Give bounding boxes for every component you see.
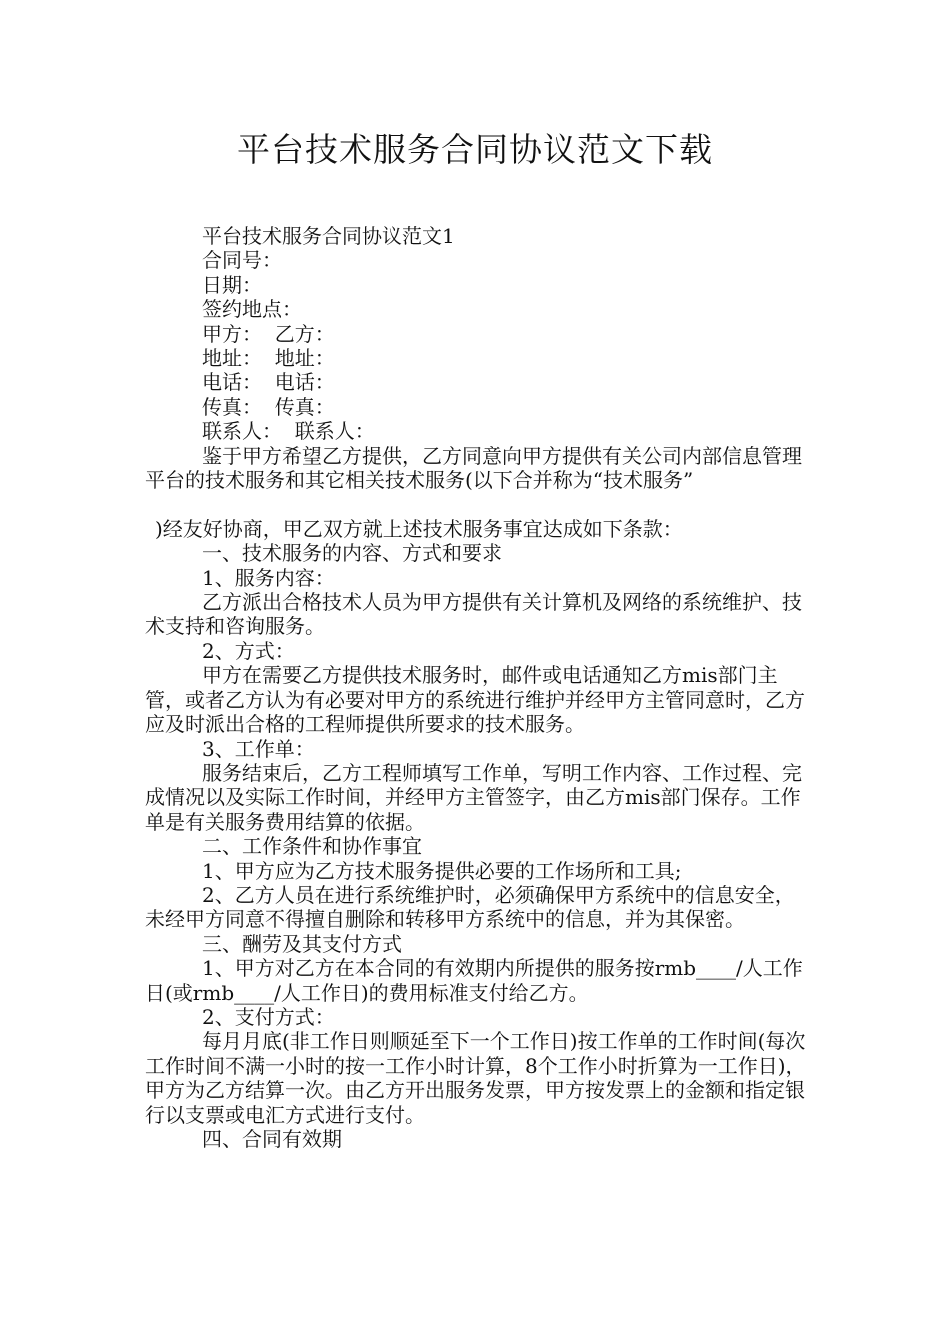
clause-item: 2、支付方式： bbox=[202, 1004, 335, 1029]
clause-item: 2、方式： bbox=[202, 638, 295, 663]
contact-label: 联系人： 联系人： bbox=[202, 419, 375, 444]
fax-label: 传真： 传真： bbox=[202, 394, 335, 419]
blank-line bbox=[145, 492, 809, 516]
document-body bbox=[145, 224, 809, 1151]
clause-item: 1、甲方对乙方在本合同的有效期内所提供的服务按rmb____/人工作日(或rmb____/人工作日)的费用标准支付给乙方。 bbox=[145, 956, 803, 1005]
clause-heading: 三、酬劳及其支付方式 bbox=[202, 931, 402, 956]
paragraph: 服务结束后，乙方工程师填写工作单，写明工作内容、工作过程、完成情况以及实际工作时间，并经甲方主管签字，由乙方mis部门保存。工作单是有关服务费用结算的依据。 bbox=[145, 760, 802, 834]
clause-item: 1、服务内容： bbox=[202, 565, 335, 590]
paragraph: 鉴于甲方希望乙方提供，乙方同意向甲方提供有关公司内部信息管理平台的技术服务和其它相关技术服务(以下合并称为“技术服务” bbox=[145, 443, 802, 493]
paragraph: 每月月底(非工作日则顺延至下一个工作日)按工作单的工作时间(每次工作时间不满一小时的按一工作小时计算，8个工作小时折算为一工作日)，甲方为乙方结算一次。由乙方开出服务发票，甲方按发票上的金额和指定银行以支票或电汇方式进行支付。 bbox=[145, 1029, 806, 1127]
phone-label: 电话： 电话： bbox=[202, 370, 335, 395]
clause-heading: 一、技术服务的内容、方式和要求 bbox=[202, 541, 502, 566]
signing-place-label: 签约地点： bbox=[202, 297, 302, 322]
party-label: 甲方： 乙方： bbox=[202, 321, 335, 346]
date-label: 日期： bbox=[202, 272, 262, 297]
paragraph: 乙方派出合格技术人员为甲方提供有关计算机及网络的系统维护、技术支持和咨询服务。 bbox=[145, 590, 802, 639]
clause-item: 3、工作单： bbox=[202, 736, 315, 761]
clause-item: 1、甲方应为乙方技术服务提供必要的工作场所和工具; bbox=[202, 858, 682, 883]
address-label: 地址： 地址： bbox=[202, 346, 335, 371]
document-title: 平台技术服务合同协议范文下载 bbox=[237, 130, 713, 169]
clause-item: 2、乙方人员在进行系统维护时，必须确保甲方系统中的信息安全，未经甲方同意不得擅自删除和转移甲方系统中的信息，并为其保密。 bbox=[145, 882, 795, 932]
paragraph: 甲方在需要乙方提供技术服务时，邮件或电话通知乙方mis部门主管，或者乙方认为有必要对甲方的系统进行维护并经甲方主管同意时，乙方应及时派出合格的工程师提供所要求的技术服务。 bbox=[145, 663, 805, 737]
clause-heading: 二、工作条件和协作事宜 bbox=[202, 834, 422, 859]
clause-heading: 四、合同有效期 bbox=[202, 1127, 342, 1152]
paragraph: )经友好协商，甲乙双方就上述技术服务事宜达成如下条款： bbox=[155, 516, 683, 541]
contract-number-label: 合同号： bbox=[202, 248, 282, 273]
section-heading: 平台技术服务合同协议范文1 bbox=[202, 224, 455, 248]
